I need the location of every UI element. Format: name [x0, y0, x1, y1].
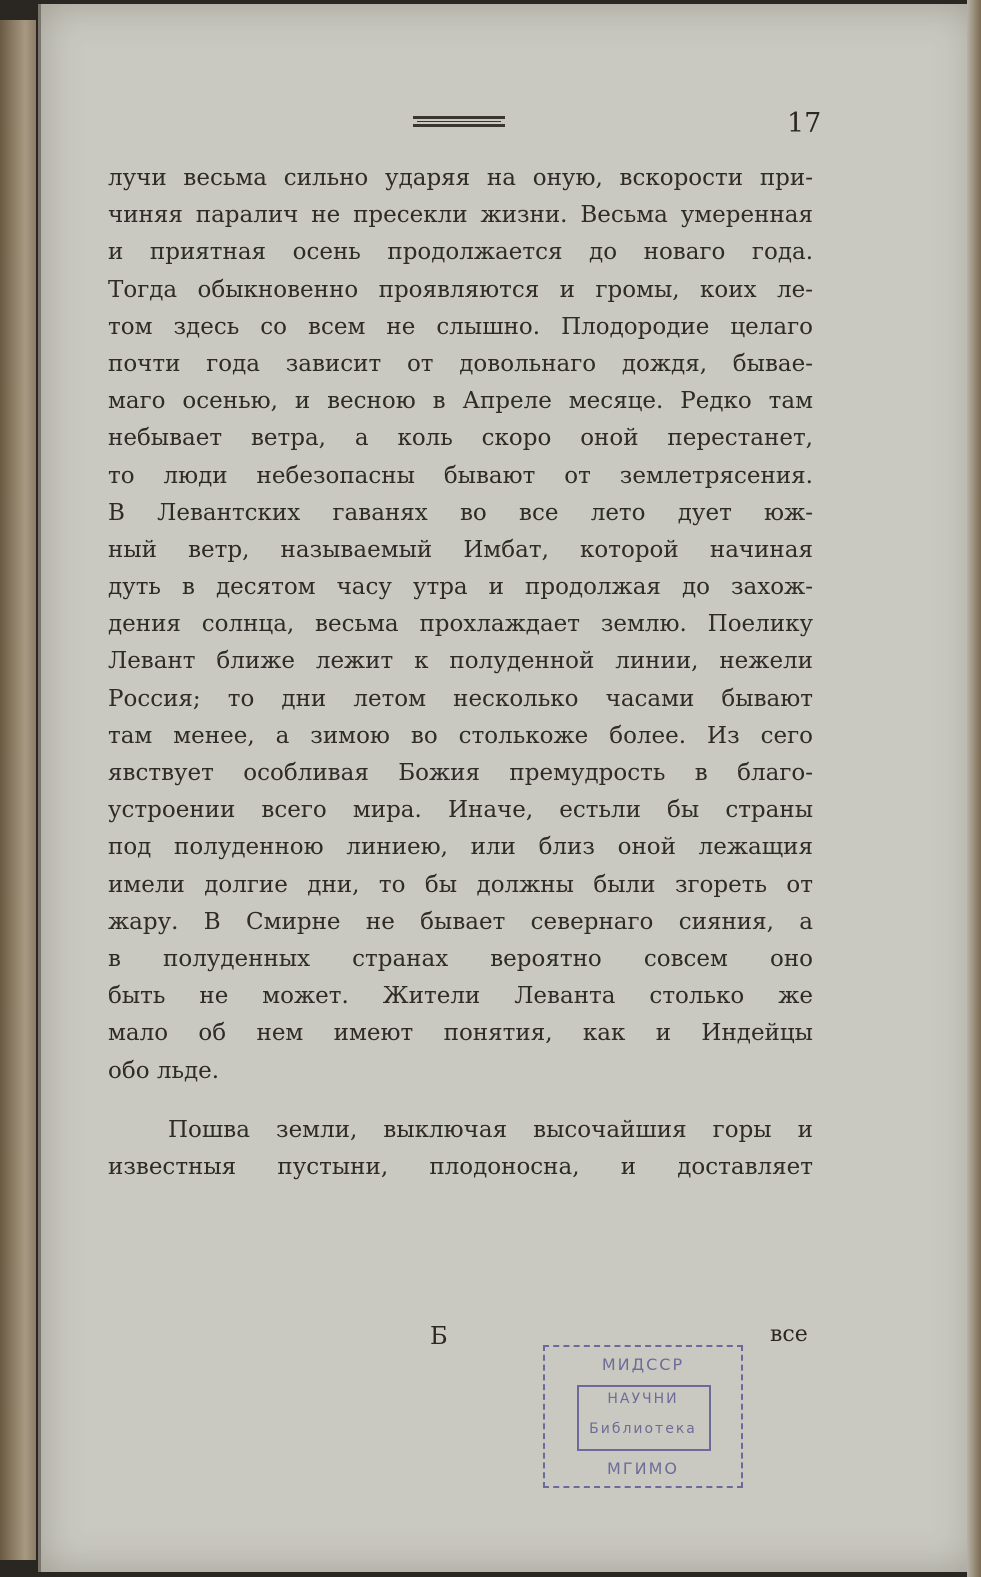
- text-line: известныя пустыни, плодоносна, и доставляет: [108, 1153, 813, 1180]
- text-line: там менее, а зимою во столькоже более. Из сего: [108, 722, 813, 749]
- text-line: обо льде.: [108, 1057, 220, 1084]
- text-line: том здесь со всем не слышно. Плодородие целаго: [108, 313, 813, 340]
- stamp-text: МГИМО: [607, 1459, 679, 1478]
- stamp-text: Библиотека: [589, 1421, 697, 1437]
- catchword: все: [770, 1322, 808, 1347]
- text-line: почти года зависит от довольнаго дождя, бывае-: [108, 350, 813, 377]
- text-line: мало об нем имеют понятия, как и Индейцы: [108, 1020, 813, 1047]
- body-text: [108, 160, 813, 1186]
- book-spine-edge: [0, 20, 36, 1560]
- text-line: быть не может. Жители Леванта столько же: [108, 983, 813, 1010]
- page-right-edge: [967, 0, 981, 1577]
- text-line: имели долгие дни, то бы должны были згореть от: [108, 871, 813, 898]
- text-line: Россия; то дни летом несколько часами бывают: [108, 685, 813, 712]
- signature-mark: Б: [430, 1322, 448, 1350]
- text-line: В Левантских гаванях во все лето дует юж-: [108, 499, 813, 526]
- text-line: жару. В Смирне не бывает севернаго сияния, а: [108, 908, 813, 935]
- text-line: в полуденных странах вероятно совсем оно: [108, 945, 813, 972]
- text-line: небывает ветра, а коль скоро оной перестанет,: [108, 425, 813, 452]
- stamp-text: НАУЧНИ: [607, 1391, 679, 1407]
- text-line: дуть в десятом часу утра и продолжая до захож-: [108, 574, 813, 601]
- library-stamp: [543, 1345, 743, 1488]
- text-line: и приятная осень продолжается до новаго года.: [108, 239, 813, 266]
- text-line: Тогда обыкновенно проявляются и громы, коих ле-: [108, 276, 813, 303]
- text-line: Левант ближе лежит к полуденной линии, нежели: [108, 648, 813, 675]
- text-line: явствует особливая Божия премудрость в благо-: [108, 760, 813, 786]
- text-line: дения солнца, весьма прохлаждает землю. Поелику: [108, 611, 813, 638]
- page-number: 17: [787, 108, 822, 139]
- header-ornament: [413, 116, 505, 127]
- text-line: то люди небезопасны бывают от землетрясения.: [108, 462, 813, 489]
- text-line: маго осенью, и весною в Апреле месяце. Редко там: [108, 388, 813, 415]
- stamp-text: МИДССР: [601, 1355, 685, 1374]
- text-line: лучи весьма сильно ударяя на оную, вскорости при-: [108, 165, 813, 191]
- text-line: устроении всего мира. Иначе, естьли бы страны: [108, 797, 813, 824]
- text-line: под полуденною линиею, или близ оной лежащия: [108, 834, 813, 861]
- text-line: ный ветр, называемый Имбат, которой начиная: [108, 536, 813, 563]
- text-line: чиняя паралич не пресекли жизни. Весьма умеренная: [108, 202, 813, 229]
- text-line: Пошва земли, выключая высочайшия горы и: [168, 1116, 813, 1143]
